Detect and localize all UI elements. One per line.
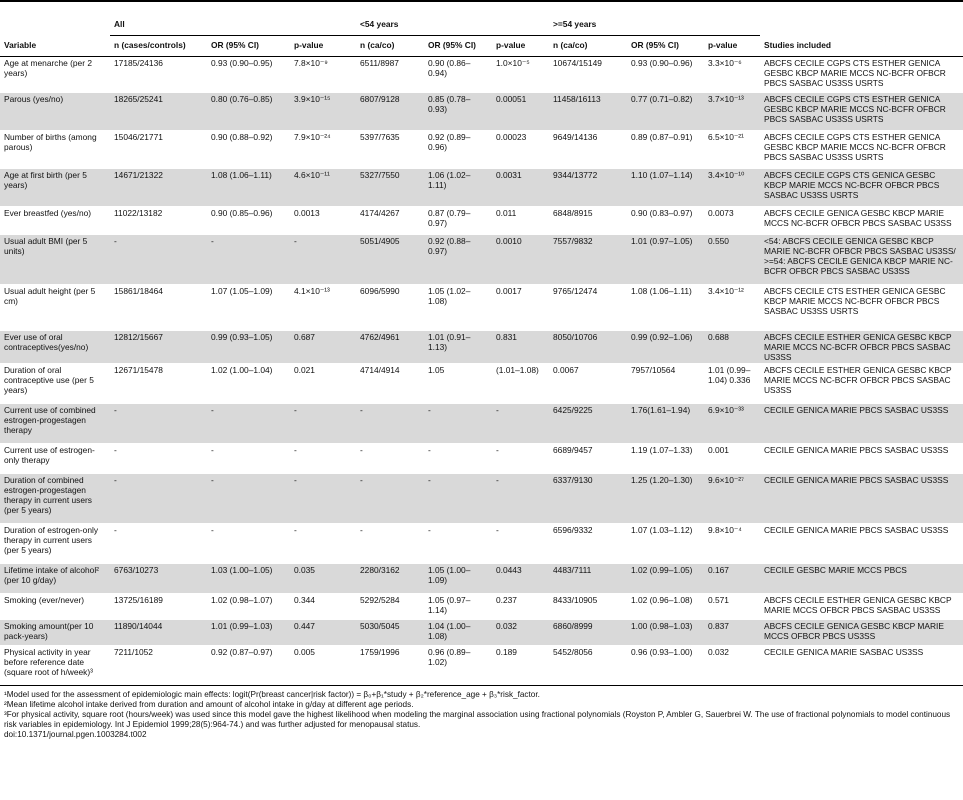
table-cell: 0.571 [704,594,760,620]
table-cell: 1.03 (1.00–1.05) [207,564,290,594]
table-cell: 0.021 [290,364,356,404]
table-cell: 11022/13182 [110,207,207,235]
table-cell: 15861/18464 [110,285,207,331]
variable-cell: Smoking (ever/never) [0,594,110,620]
table-cell: ABCFS CECILE CGPS CTS ESTHER GENICA GESBC KBCP MARIE MCCS NC-BCFR OFBCR PBCS SASBAC US3SS USRTS [760,93,963,131]
table-cell: 0.96 (0.93–1.00) [627,646,704,686]
table-cell: 0.032 [704,646,760,686]
group-spacer [0,16,110,36]
table-cell: 9649/14136 [549,131,627,169]
footnote: ²Mean lifetime alcohol intake derived from duration and amount of alcohol intake in g/day at different age periods. [4,700,414,709]
table-cell: 5292/5284 [356,594,424,620]
table-cell: 1.07 (1.03–1.12) [627,524,704,564]
table-cell: 1.19 (1.07–1.33) [627,444,704,474]
table-cell: 6763/10273 [110,564,207,594]
table-row [0,564,963,594]
table-cell: 7957/10564 [627,364,704,404]
table-cell: - [290,404,356,444]
table-cell: - [207,404,290,444]
table-cell: - [207,235,290,285]
column-header: p-value [492,36,549,57]
table-cell: 12671/15478 [110,364,207,404]
table-cell: - [492,524,549,564]
column-header: OR (95% CI) [627,36,704,57]
table-row [0,57,963,93]
table-cell: 5327/7550 [356,169,424,207]
variable-cell: Ever use of oral contraceptives(yes/no) [0,331,110,364]
table-cell: 0.93 (0.90–0.95) [207,57,290,93]
table-cell: 18265/25241 [110,93,207,131]
column-header: Variable [0,36,110,57]
table-cell: 8050/10706 [549,331,627,364]
table-cell: - [110,444,207,474]
table-cell: - [207,474,290,524]
table-cell: 11458/16113 [549,93,627,131]
table-cell: 1.0×10⁻⁵ [492,57,549,93]
table-cell: 3.4×10⁻¹⁰ [704,169,760,207]
table-cell: 6807/9128 [356,93,424,131]
table-cell: - [290,474,356,524]
table-cell: 5452/8056 [549,646,627,686]
variable-cell: Smoking amount(per 10 pack-years) [0,620,110,646]
table-cell: 10674/15149 [549,57,627,93]
table-cell: 1.76(1.61–1.94) [627,404,704,444]
table-cell: 5397/7635 [356,131,424,169]
table-cell: 4762/4961 [356,331,424,364]
table-cell: 1759/1996 [356,646,424,686]
table-cell: - [207,444,290,474]
table-cell: 0.167 [704,564,760,594]
table-cell: 15046/21771 [110,131,207,169]
table-cell: 0.00023 [492,131,549,169]
table-cell: 1.01 (0.99–1.04) 0.336 [704,364,760,404]
variable-cell: Age at first birth (per 5 years) [0,169,110,207]
table-cell: CECILE GENICA MARIE SASBAC US3SS [760,646,963,686]
table-row [0,331,963,364]
table-cell: 0.0443 [492,564,549,594]
table-cell: 0.0013 [290,207,356,235]
group-header-row [0,16,963,36]
table-row [0,169,963,207]
table-cell: 0.189 [492,646,549,686]
table-cell: 7211/1052 [110,646,207,686]
table-cell: 0.92 (0.88–0.97) [424,235,492,285]
table-row [0,131,963,169]
variable-cell: Lifetime intake of alcohol² (per 10 g/day) [0,564,110,594]
footnotes [0,686,963,740]
table-cell: 4.1×10⁻¹³ [290,285,356,331]
table-cell: 4483/7111 [549,564,627,594]
table-cell: - [424,524,492,564]
table-cell: - [290,235,356,285]
table-cell: 4174/4267 [356,207,424,235]
table-cell: - [207,524,290,564]
table-cell: 7.8×10⁻⁹ [290,57,356,93]
table-cell: <54: ABCFS CECILE GENICA GESBC KBCP MARIE NC-BCFR OFBCR PBCS SASBAC US3SS/ >=54: ABCFS CECILE GENICA KBCP MARIE NC-BCFR OFBCR PBCS SASBAC US3SS [760,235,963,285]
table-cell: 1.08 (1.06–1.11) [207,169,290,207]
table-cell: 0.0031 [492,169,549,207]
table-cell: 0.0073 [704,207,760,235]
column-header: OR (95% CI) [424,36,492,57]
table-cell: - [290,444,356,474]
table-cell: 6425/9225 [549,404,627,444]
table-cell: 6511/8987 [356,57,424,93]
table-cell: 0.831 [492,331,549,364]
table-row [0,646,963,686]
table-cell: 0.92 (0.87–0.97) [207,646,290,686]
table-cell: 1.02 (0.98–1.07) [207,594,290,620]
table-cell: 0.237 [492,594,549,620]
table-cell: 9.6×10⁻²⁷ [704,474,760,524]
table-cell: CECILE GENICA MARIE PBCS SASBAC US3SS [760,524,963,564]
table-cell: 0.99 (0.92–1.06) [627,331,704,364]
column-header: OR (95% CI) [207,36,290,57]
table-cell: 4.6×10⁻¹¹ [290,169,356,207]
table-cell: - [424,404,492,444]
table-cell: 3.3×10⁻⁶ [704,57,760,93]
table-cell: - [110,474,207,524]
table-cell: - [492,444,549,474]
table-cell: - [290,524,356,564]
column-header: n (ca/co) [549,36,627,57]
table-cell: 6848/8915 [549,207,627,235]
table-cell: ABCFS CECILE GENICA GESBC KBCP MARIE MCCS OFBCR PBCS US3SS [760,620,963,646]
table-cell: 1.01 (0.99–1.03) [207,620,290,646]
table-cell: 0.032 [492,620,549,646]
table-cell: - [110,524,207,564]
table-row [0,474,963,524]
footnote: ¹Model used for the assessment of epidemiologic main effects: logit(Pr(breast cancer|risk factor)) = β₀+β₁*study + β₂*reference_age + β₃*risk_factor. [4,690,540,699]
table-row [0,594,963,620]
footnote: ³For physical activity, square root (hours/week) was used since this model gave the highest likelihood when modeling the marginal association using fractional polynomials (Royston P, Ambler G, Sauerbrei W. The use of fractional polynomials to model continuous risk variables in epidemiology. Int J Epidemiol 1999;28(5):964-74.) and was further adjusted for menopausal status. [4,710,951,729]
variable-cell: Current use of estrogen-only therapy [0,444,110,474]
table-cell: 7.9×10⁻²⁴ [290,131,356,169]
table-cell: 0.035 [290,564,356,594]
table-cell: 0.00051 [492,93,549,131]
table-row [0,404,963,444]
table-cell: - [356,474,424,524]
table-row [0,524,963,564]
table-cell: 1.01 (0.97–1.05) [627,235,704,285]
table-cell: - [356,404,424,444]
table-cell: 5030/5045 [356,620,424,646]
column-header: p-value [704,36,760,57]
table-cell: 14671/21322 [110,169,207,207]
group-all: All [110,16,356,36]
table-row [0,235,963,285]
table-cell: - [356,444,424,474]
table-cell: 0.90 (0.88–0.92) [207,131,290,169]
table-cell: CECILE GESBC MARIE MCCS PBCS [760,564,963,594]
table-cell: 1.02 (0.96–1.08) [627,594,704,620]
table-cell: ABCFS CECILE CGPS CTS ESTHER GENICA GESBC KBCP MARIE MCCS NC-BCFR OFBCR PBCS SASBAC US3SS USRTS [760,131,963,169]
column-header: n (cases/controls) [110,36,207,57]
table-cell: - [110,235,207,285]
table-cell: (1.01–1.08) [492,364,549,404]
table-cell: 0.005 [290,646,356,686]
table-row [0,444,963,474]
table-row [0,620,963,646]
table-cell: 0.837 [704,620,760,646]
table-cell: ABCFS CECILE CGPS CTS ESTHER GENICA GESBC KBCP MARIE MCCS NC-BCFR OFBCR PBCS SASBAC US3SS USRTS [760,57,963,93]
table-cell: 0.87 (0.79–0.97) [424,207,492,235]
variable-cell: Usual adult BMI (per 5 units) [0,235,110,285]
table-cell: 1.02 (1.00–1.04) [207,364,290,404]
table-cell: - [424,444,492,474]
group-under-54: <54 years [356,16,549,36]
variable-cell: Current use of combined estrogen-progestagen therapy [0,404,110,444]
variable-cell: Usual adult height (per 5 cm) [0,285,110,331]
table-cell: 6596/9332 [549,524,627,564]
column-header-row [0,36,963,57]
table-cell: 12812/15667 [110,331,207,364]
table-cell: 0.0017 [492,285,549,331]
table-cell: 0.344 [290,594,356,620]
table-cell: 1.05 [424,364,492,404]
table-cell: CECILE GENICA MARIE PBCS SASBAC US3SS [760,404,963,444]
table-cell: 0.447 [290,620,356,646]
table-cell: ABCFS CECILE GENICA GESBC KBCP MARIE MCCS NC-BCFR OFBCR PBCS SASBAC US3SS [760,207,963,235]
table-cell: 0.688 [704,331,760,364]
table-cell: 7557/9832 [549,235,627,285]
variable-cell: Parous (yes/no) [0,93,110,131]
column-header: Studies included [760,36,963,57]
table-cell: 2280/3162 [356,564,424,594]
table-row [0,364,963,404]
table-cell: 0.90 (0.86–0.94) [424,57,492,93]
table-cell: 6860/8999 [549,620,627,646]
table-cell: 0.0010 [492,235,549,285]
table-cell: 6096/5990 [356,285,424,331]
table-cell: 0.80 (0.76–0.85) [207,93,290,131]
table-cell: 6689/9457 [549,444,627,474]
table-cell: 5051/4905 [356,235,424,285]
table-cell: ABCFS CECILE ESTHER GENICA GESBC KBCP MARIE MCCS NC-BCFR OFBCR PBCS SASBAC US3SS [760,331,963,364]
table-cell: 1.00 (0.98–1.03) [627,620,704,646]
table-cell: 6.5×10⁻²¹ [704,131,760,169]
table-cell: 13725/16189 [110,594,207,620]
table-cell: 0.001 [704,444,760,474]
table-cell: 0.92 (0.89–0.96) [424,131,492,169]
table-cell: 1.02 (0.99–1.05) [627,564,704,594]
table-cell: - [110,404,207,444]
table-cell: 0.96 (0.89–1.02) [424,646,492,686]
table-cell: - [424,474,492,524]
table-cell: ABCFS CECILE CGPS CTS GENICA GESBC KBCP MARIE MCCS NC-BCFR OFBCR PBCS SASBAC US3SS USRTS [760,169,963,207]
variable-cell: Ever breastfed (yes/no) [0,207,110,235]
table-row [0,285,963,331]
table-cell: 0.77 (0.71–0.82) [627,93,704,131]
table-cell: ABCFS CECILE ESTHER GENICA GESBC KBCP MARIE MCCS OFBCR PBCS SASBAC US3SS [760,594,963,620]
table-cell: - [492,404,549,444]
table-cell: 6.9×10⁻³³ [704,404,760,444]
table-cell: - [356,524,424,564]
table-cell: 3.9×10⁻¹⁵ [290,93,356,131]
table-cell: 4714/4914 [356,364,424,404]
table-cell: 1.05 (0.97–1.14) [424,594,492,620]
table-cell: 0.89 (0.87–0.91) [627,131,704,169]
table-cell: 1.08 (1.06–1.11) [627,285,704,331]
table-cell: 0.85 (0.78–0.93) [424,93,492,131]
table-cell: ABCFS CECILE ESTHER GENICA GESBC KBCP MARIE MCCS NC-BCFR OFBCR PBCS SASBAC US3SS [760,364,963,404]
table-cell: 1.05 (1.00–1.09) [424,564,492,594]
table-cell: 17185/24136 [110,57,207,93]
table-cell: 9765/12474 [549,285,627,331]
table-cell: 1.07 (1.05–1.09) [207,285,290,331]
table-cell: 11890/14044 [110,620,207,646]
variable-cell: Age at menarche (per 2 years) [0,57,110,93]
table-cell: 1.10 (1.07–1.14) [627,169,704,207]
table-cell: 0.93 (0.90–0.96) [627,57,704,93]
variable-cell: Duration of estrogen-only therapy in current users (per 5 years) [0,524,110,564]
table-cell: 9.8×10⁻⁴ [704,524,760,564]
variable-cell: Number of births (among parous) [0,131,110,169]
doi-line: doi:10.1371/journal.pgen.1003284.t002 [4,730,147,739]
table-cell: 9344/13772 [549,169,627,207]
variable-cell: Duration of combined estrogen-progestagen therapy in current users (per 5 years) [0,474,110,524]
table-cell: 1.25 (1.20–1.30) [627,474,704,524]
table-cell: 0.90 (0.85–0.96) [207,207,290,235]
table-cell: 1.06 (1.02–1.11) [424,169,492,207]
table-cell: 0.90 (0.83–0.97) [627,207,704,235]
table-cell: 0.550 [704,235,760,285]
variable-cell: Duration of oral contraceptive use (per 5 years) [0,364,110,404]
table-cell: 1.04 (1.00–1.08) [424,620,492,646]
table-cell: 3.7×10⁻¹³ [704,93,760,131]
table-cell: CECILE GENICA MARIE PBCS SASBAC US3SS [760,474,963,524]
table-cell: 0.687 [290,331,356,364]
group-spacer [760,16,963,36]
table-cell: 3.4×10⁻¹² [704,285,760,331]
table-cell: CECILE GENICA MARIE PBCS SASBAC US3SS [760,444,963,474]
table-row [0,207,963,235]
table-cell: 0.99 (0.93–1.05) [207,331,290,364]
table-cell: 0.011 [492,207,549,235]
column-header: n (ca/co) [356,36,424,57]
table-body [0,57,963,686]
group-54-plus: >=54 years [549,16,760,36]
table-cell: 6337/9130 [549,474,627,524]
table-cell: - [492,474,549,524]
table-row [0,93,963,131]
table-cell: 0.0067 [549,364,627,404]
table-cell: ABCFS CECILE CTS ESTHER GENICA GESBC KBCP MARIE MCCS NC-BCFR OFBCR PBCS SASBAC US3SS USRTS [760,285,963,331]
table-cell: 8433/10905 [549,594,627,620]
column-header: p-value [290,36,356,57]
table-cell: 1.05 (1.02–1.08) [424,285,492,331]
variable-cell: Physical activity in year before reference date (square root of h/week)³ [0,646,110,686]
table-cell: 1.01 (0.91–1.13) [424,331,492,364]
